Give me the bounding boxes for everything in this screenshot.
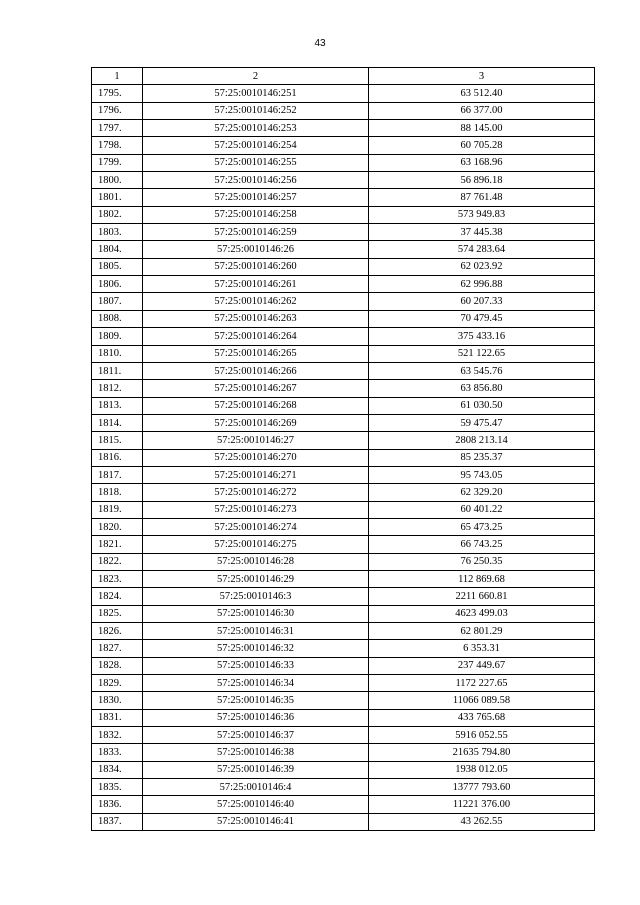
table-row	[92, 536, 595, 553]
value-cell: 37 445.38	[369, 224, 595, 241]
value-cell: 87 761.48	[369, 189, 595, 206]
value-cell: 85 235.37	[369, 449, 595, 466]
table-row	[92, 501, 595, 518]
cadastral-number-cell: 57:25:0010146:257	[143, 189, 369, 206]
row-number-cell: 1797.	[92, 120, 143, 137]
value-cell: 63 856.80	[369, 380, 595, 397]
row-number-cell: 1826.	[92, 623, 143, 640]
table-row	[92, 224, 595, 241]
table-row	[92, 623, 595, 640]
cadastral-number-cell: 57:25:0010146:251	[143, 85, 369, 102]
cadastral-number-cell: 57:25:0010146:29	[143, 570, 369, 587]
table-row	[92, 276, 595, 293]
table-row	[92, 553, 595, 570]
cadastral-number-cell: 57:25:0010146:26	[143, 241, 369, 258]
value-cell: 62 023.92	[369, 258, 595, 275]
value-cell: 76 250.35	[369, 553, 595, 570]
value-cell: 43 262.55	[369, 813, 595, 830]
page-number: 43	[314, 38, 326, 49]
row-number-cell: 1809.	[92, 328, 143, 345]
cadastral-number-cell: 57:25:0010146:31	[143, 623, 369, 640]
cadastral-number-cell: 57:25:0010146:41	[143, 813, 369, 830]
cadastral-number-cell: 57:25:0010146:267	[143, 380, 369, 397]
cadastral-number-cell: 57:25:0010146:271	[143, 466, 369, 483]
table-row	[92, 657, 595, 674]
value-cell: 11066 089.58	[369, 692, 595, 709]
cadastral-number-cell: 57:25:0010146:270	[143, 449, 369, 466]
cadastral-number-cell: 57:25:0010146:274	[143, 518, 369, 535]
cadastral-number-cell: 57:25:0010146:262	[143, 293, 369, 310]
row-number-cell: 1829.	[92, 675, 143, 692]
row-number-cell: 1804.	[92, 241, 143, 258]
column-header: 1	[92, 68, 143, 85]
cadastral-number-cell: 57:25:0010146:254	[143, 137, 369, 154]
cadastral-number-cell: 57:25:0010146:265	[143, 345, 369, 362]
table-row	[92, 397, 595, 414]
row-number-cell: 1820.	[92, 518, 143, 535]
table-row	[92, 744, 595, 761]
cadastral-number-cell: 57:25:0010146:33	[143, 657, 369, 674]
cadastral-number-cell: 57:25:0010146:39	[143, 761, 369, 778]
value-cell: 88 145.00	[369, 120, 595, 137]
cadastral-number-cell: 57:25:0010146:273	[143, 501, 369, 518]
table-body	[92, 85, 595, 831]
value-cell: 2808 213.14	[369, 432, 595, 449]
row-number-cell: 1821.	[92, 536, 143, 553]
value-cell: 574 283.64	[369, 241, 595, 258]
value-cell: 573 949.83	[369, 206, 595, 223]
table-row	[92, 310, 595, 327]
row-number-cell: 1808.	[92, 310, 143, 327]
row-number-cell: 1795.	[92, 85, 143, 102]
value-cell: 4623 499.03	[369, 605, 595, 622]
table-row	[92, 640, 595, 657]
row-number-cell: 1827.	[92, 640, 143, 657]
value-cell: 62 996.88	[369, 276, 595, 293]
row-number-cell: 1806.	[92, 276, 143, 293]
value-cell: 375 433.16	[369, 328, 595, 345]
value-cell: 63 512.40	[369, 85, 595, 102]
table-row	[92, 796, 595, 813]
cadastral-number-cell: 57:25:0010146:268	[143, 397, 369, 414]
row-number-cell: 1825.	[92, 605, 143, 622]
value-cell: 66 743.25	[369, 536, 595, 553]
row-number-cell: 1801.	[92, 189, 143, 206]
cadastral-number-cell: 57:25:0010146:3	[143, 588, 369, 605]
row-number-cell: 1837.	[92, 813, 143, 830]
table-row	[92, 779, 595, 796]
row-number-cell: 1819.	[92, 501, 143, 518]
table-row	[92, 588, 595, 605]
cadastral-number-cell: 57:25:0010146:28	[143, 553, 369, 570]
cadastral-number-cell: 57:25:0010146:30	[143, 605, 369, 622]
cadastral-number-cell: 57:25:0010146:255	[143, 154, 369, 171]
table-row	[92, 258, 595, 275]
table-row	[92, 206, 595, 223]
value-cell: 237 449.67	[369, 657, 595, 674]
cadastral-number-cell: 57:25:0010146:4	[143, 779, 369, 796]
value-cell: 60 207.33	[369, 293, 595, 310]
table-row	[92, 692, 595, 709]
table-row	[92, 120, 595, 137]
table-row	[92, 345, 595, 362]
table-row	[92, 449, 595, 466]
table-row	[92, 605, 595, 622]
value-cell: 112 869.68	[369, 570, 595, 587]
cadastral-number-cell: 57:25:0010146:252	[143, 102, 369, 119]
table-row	[92, 137, 595, 154]
table-row	[92, 432, 595, 449]
value-cell: 63 168.96	[369, 154, 595, 171]
table-row	[92, 414, 595, 431]
table-row	[92, 570, 595, 587]
value-cell: 63 545.76	[369, 362, 595, 379]
table-row	[92, 154, 595, 171]
row-number-cell: 1799.	[92, 154, 143, 171]
table-row	[92, 675, 595, 692]
table-row	[92, 484, 595, 501]
value-cell: 65 473.25	[369, 518, 595, 535]
row-number-cell: 1830.	[92, 692, 143, 709]
cadastral-number-cell: 57:25:0010146:36	[143, 709, 369, 726]
table-row	[92, 189, 595, 206]
cadastral-number-cell: 57:25:0010146:34	[143, 675, 369, 692]
row-number-cell: 1811.	[92, 362, 143, 379]
row-number-cell: 1812.	[92, 380, 143, 397]
cadastral-number-cell: 57:25:0010146:261	[143, 276, 369, 293]
cadastral-number-cell: 57:25:0010146:258	[143, 206, 369, 223]
value-cell: 2211 660.81	[369, 588, 595, 605]
value-cell: 13777 793.60	[369, 779, 595, 796]
value-cell: 60 401.22	[369, 501, 595, 518]
row-number-cell: 1810.	[92, 345, 143, 362]
value-cell: 521 122.65	[369, 345, 595, 362]
value-cell: 6 353.31	[369, 640, 595, 657]
value-cell: 1172 227.65	[369, 675, 595, 692]
cadastral-number-cell: 57:25:0010146:32	[143, 640, 369, 657]
value-cell: 11221 376.00	[369, 796, 595, 813]
cadastral-number-cell: 57:25:0010146:35	[143, 692, 369, 709]
table-row	[92, 85, 595, 102]
value-cell: 56 896.18	[369, 172, 595, 189]
row-number-cell: 1817.	[92, 466, 143, 483]
value-cell: 433 765.68	[369, 709, 595, 726]
value-cell: 95 743.05	[369, 466, 595, 483]
table-row	[92, 293, 595, 310]
row-number-cell: 1805.	[92, 258, 143, 275]
value-cell: 66 377.00	[369, 102, 595, 119]
row-number-cell: 1823.	[92, 570, 143, 587]
value-cell: 21635 794.80	[369, 744, 595, 761]
cadastral-number-cell: 57:25:0010146:264	[143, 328, 369, 345]
row-number-cell: 1836.	[92, 796, 143, 813]
table-row	[92, 727, 595, 744]
row-number-cell: 1833.	[92, 744, 143, 761]
row-number-cell: 1800.	[92, 172, 143, 189]
row-number-cell: 1807.	[92, 293, 143, 310]
row-number-cell: 1814.	[92, 414, 143, 431]
table-row	[92, 761, 595, 778]
row-number-cell: 1803.	[92, 224, 143, 241]
cadastral-number-cell: 57:25:0010146:38	[143, 744, 369, 761]
cadastral-number-cell: 57:25:0010146:272	[143, 484, 369, 501]
cadastral-number-cell: 57:25:0010146:37	[143, 727, 369, 744]
row-number-cell: 1796.	[92, 102, 143, 119]
row-number-cell: 1798.	[92, 137, 143, 154]
row-number-cell: 1815.	[92, 432, 143, 449]
column-header: 2	[143, 68, 369, 85]
table-row	[92, 709, 595, 726]
row-number-cell: 1828.	[92, 657, 143, 674]
table-row	[92, 102, 595, 119]
value-cell: 62 329.20	[369, 484, 595, 501]
value-cell: 60 705.28	[369, 137, 595, 154]
cadastral-number-cell: 57:25:0010146:259	[143, 224, 369, 241]
data-table	[91, 67, 595, 831]
table-row	[92, 328, 595, 345]
row-number-cell: 1834.	[92, 761, 143, 778]
cadastral-number-cell: 57:25:0010146:253	[143, 120, 369, 137]
row-number-cell: 1816.	[92, 449, 143, 466]
cadastral-number-cell: 57:25:0010146:40	[143, 796, 369, 813]
cadastral-number-cell: 57:25:0010146:27	[143, 432, 369, 449]
table-header-row	[92, 68, 595, 85]
table-row	[92, 466, 595, 483]
row-number-cell: 1835.	[92, 779, 143, 796]
cadastral-number-cell: 57:25:0010146:260	[143, 258, 369, 275]
table-row	[92, 518, 595, 535]
row-number-cell: 1831.	[92, 709, 143, 726]
column-header: 3	[369, 68, 595, 85]
table-row	[92, 362, 595, 379]
cadastral-number-cell: 57:25:0010146:266	[143, 362, 369, 379]
row-number-cell: 1822.	[92, 553, 143, 570]
row-number-cell: 1813.	[92, 397, 143, 414]
value-cell: 59 475.47	[369, 414, 595, 431]
row-number-cell: 1818.	[92, 484, 143, 501]
table-row	[92, 813, 595, 830]
row-number-cell: 1832.	[92, 727, 143, 744]
cadastral-number-cell: 57:25:0010146:256	[143, 172, 369, 189]
value-cell: 62 801.29	[369, 623, 595, 640]
value-cell: 61 030.50	[369, 397, 595, 414]
cadastral-number-cell: 57:25:0010146:269	[143, 414, 369, 431]
value-cell: 70 479.45	[369, 310, 595, 327]
table-row	[92, 172, 595, 189]
row-number-cell: 1824.	[92, 588, 143, 605]
cadastral-number-cell: 57:25:0010146:263	[143, 310, 369, 327]
value-cell: 1938 012.05	[369, 761, 595, 778]
table-row	[92, 380, 595, 397]
value-cell: 5916 052.55	[369, 727, 595, 744]
row-number-cell: 1802.	[92, 206, 143, 223]
cadastral-number-cell: 57:25:0010146:275	[143, 536, 369, 553]
table-row	[92, 241, 595, 258]
